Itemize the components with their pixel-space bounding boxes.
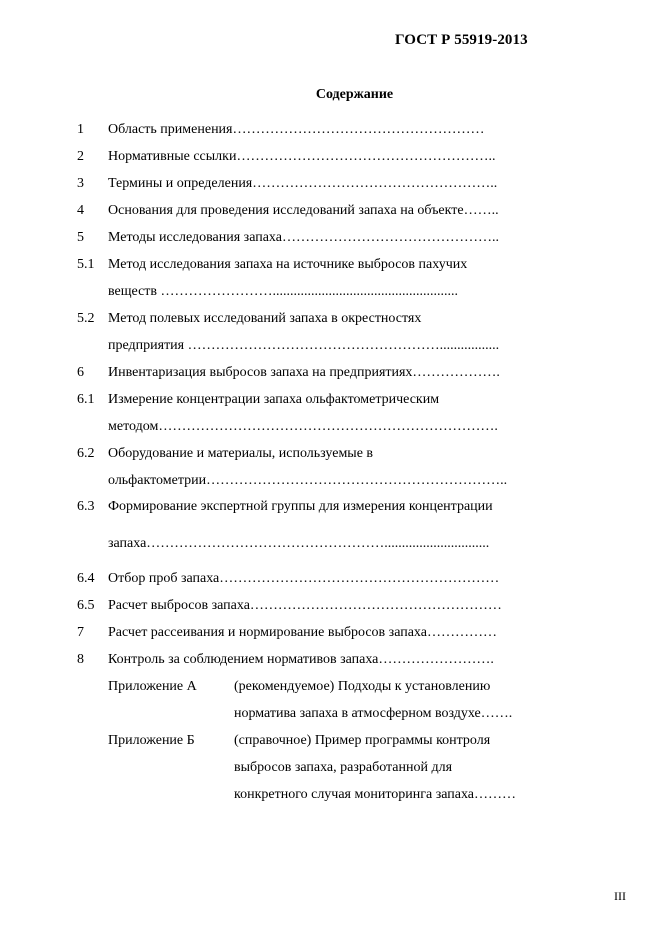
toc-entry-number: 3 xyxy=(77,176,84,191)
toc-entry-text: Формирование экспертной группы для измерения концентрации xyxy=(108,499,493,514)
toc-entry-text: Основания для проведения исследований запаха на объекте…….. xyxy=(108,203,499,218)
toc-entry-text: веществ ……………………..................................................... xyxy=(108,284,459,299)
toc-entry-number: 6.2 xyxy=(77,446,95,461)
toc-entry-number: 2 xyxy=(77,149,84,164)
appendix-text: (справочное) Пример программы контроля xyxy=(234,733,491,748)
toc-entry-text: предприятия ………………………………………………................. xyxy=(108,338,500,353)
toc-entry-text: Метод полевых исследований запаха в окрестностях xyxy=(108,311,422,326)
toc-entry-number: 6.3 xyxy=(77,499,95,514)
appendix-label: Приложение Б xyxy=(108,733,195,748)
toc-entry-number: 5 xyxy=(77,230,84,245)
document-code-header: ГОСТ Р 55919-2013 xyxy=(395,32,528,48)
toc-entry-text: Метод исследования запаха на источнике выбросов пахучих xyxy=(108,257,468,272)
toc-entry-text: Измерение концентрации запаха ольфактометрическим xyxy=(108,392,440,407)
toc-entry-number: 5.1 xyxy=(77,257,95,272)
toc-entry-text: Расчет выбросов запаха……………………………………………… xyxy=(108,598,502,613)
appendix-text: норматива запаха в атмосферном воздухе……. xyxy=(234,706,513,721)
toc-entry-text: Контроль за соблюдением нормативов запаха……………………. xyxy=(108,652,494,667)
toc-entry-number: 6.4 xyxy=(77,571,95,586)
toc-entry-text: Методы исследования запаха……………………………………….. xyxy=(108,230,499,245)
toc-entry-number: 6.1 xyxy=(77,392,95,407)
appendix-text: (рекомендуемое) Подходы к установлению xyxy=(234,679,491,694)
appendix-label: Приложение А xyxy=(108,679,197,694)
toc-entry-text: ольфактометрии……………………………………………………….. xyxy=(108,473,508,488)
page-title: Содержание xyxy=(315,87,394,102)
toc-entry-text: Расчет рассеивания и нормирование выбросов запаха…………… xyxy=(108,625,497,640)
toc-entry-text: Инвентаризация выбросов запаха на предприятиях………………. xyxy=(108,365,500,380)
page-number: III xyxy=(614,889,626,903)
toc-entry-number: 1 xyxy=(77,122,84,137)
toc-entry-number: 5.2 xyxy=(77,311,95,326)
toc-entry-text: методом………………………………………………………………. xyxy=(108,419,498,434)
appendix-text: конкретного случая мониторинга запаха……… xyxy=(234,787,517,802)
toc-entry-number: 6.5 xyxy=(77,598,95,613)
toc-entry-text: Отбор проб запаха…………………………………………………… xyxy=(108,571,500,586)
appendix-text: выбросов запаха, разработанной для xyxy=(234,760,453,775)
toc-entry-text: Нормативные ссылки……………………………………………….. xyxy=(108,149,496,164)
toc-entry-number: 8 xyxy=(77,652,84,667)
toc-entry-text: Термины и определения…………………………………………….. xyxy=(108,176,498,191)
toc-entry-text: Оборудование и материалы, используемые в xyxy=(108,446,374,461)
toc-entry-number: 4 xyxy=(77,203,84,218)
toc-entry-number: 6 xyxy=(77,365,84,380)
toc-entry-number: 7 xyxy=(77,625,84,640)
toc-entry-text: Область применения……………………………………………… xyxy=(108,122,485,137)
toc-entry-text: запаха…………………………………………….............................. xyxy=(108,536,490,551)
